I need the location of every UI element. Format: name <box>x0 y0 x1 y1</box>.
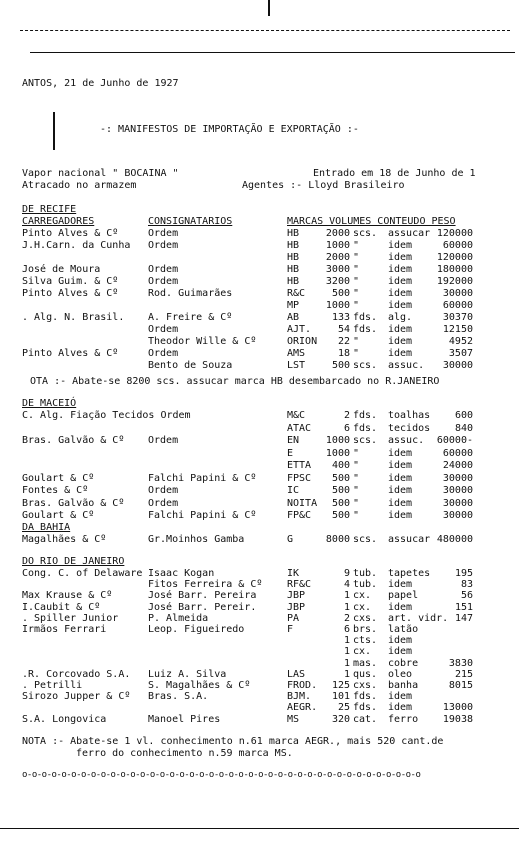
consignee-cell: Theodor Wille & Cº <box>148 336 257 347</box>
consignee-cell: Ordem <box>148 348 179 359</box>
consignee-cell: A. Freire & Cº <box>148 312 233 323</box>
top-punch-mark <box>268 0 270 16</box>
content-cell: idem <box>388 691 413 703</box>
volume-cell: 1 <box>343 601 350 613</box>
table-row <box>0 498 500 509</box>
table-row <box>0 680 500 691</box>
unit-cell: " <box>353 348 360 359</box>
table-row <box>0 602 500 613</box>
volume-cell: 6 <box>343 624 350 635</box>
volume-cell: 1 <box>343 657 350 669</box>
table-row <box>0 613 500 624</box>
content-cell: idem <box>388 252 413 263</box>
vessel-line: Vapor nacional " BOCAINA " <box>22 168 179 179</box>
shipper-cell: I.Caubit & Cº <box>22 601 101 613</box>
date-line: ANTOS, 21 de Junho de 1927 <box>22 78 179 89</box>
shipper-cell: Silva Guim. & Cº <box>22 276 119 287</box>
mark-cell: ATAC <box>287 422 312 434</box>
volume-cell: 133 <box>331 312 350 323</box>
mark-cell: IC <box>287 485 300 496</box>
shipper-cell: Goulart & Cº <box>22 510 95 521</box>
unit-cell: cat. <box>353 713 378 725</box>
shipper-cell: Pinto Alves & Cº <box>22 228 119 239</box>
table-row <box>0 485 500 496</box>
shipper-cell: Fontes & Cº <box>22 485 89 496</box>
section-heading-rio: DO RIO DE JANEIRO <box>22 556 125 567</box>
mark-cell: ORION <box>287 336 318 347</box>
table-row <box>0 324 500 335</box>
shipper-cell: Bras. Galvão & Cº <box>22 497 125 509</box>
rio-note-line-2: ferro do conhecimento n.59 marca MS. <box>76 748 293 759</box>
mark-cell: LAS <box>287 668 306 680</box>
mark-cell: RF&C <box>287 579 312 591</box>
consignee-cell: Ordem <box>148 240 179 251</box>
consignee-cell: Ordem <box>148 276 179 287</box>
weight-cell: 60000 <box>442 240 473 251</box>
consignee-cell: Ordem <box>148 228 179 239</box>
consignee-cell: Gr.Moinhos Gamba <box>148 534 245 545</box>
unit-cell: " <box>353 300 360 311</box>
table-row <box>0 568 500 579</box>
volume-cell: 400 <box>331 460 350 471</box>
table-row <box>0 300 500 311</box>
consignee-cell: José Barr. Pereir. <box>148 601 257 613</box>
unit-cell: qus. <box>353 668 378 680</box>
unit-cell: " <box>353 485 360 496</box>
mark-cell: JBP <box>287 601 306 613</box>
table-row <box>0 410 500 421</box>
shipper-cell: J.H.Carn. da Cunha <box>22 240 131 251</box>
volume-cell: 500 <box>331 360 350 371</box>
weight-cell: 480000 <box>436 534 473 545</box>
unit-cell: fds. <box>353 312 378 323</box>
unit-cell: mas. <box>353 657 378 669</box>
content-cell: idem <box>388 579 413 591</box>
content-cell: cobre <box>388 657 419 669</box>
content-cell: oleo <box>388 668 413 680</box>
agents-line: Agentes :- Lloyd Brasileiro <box>242 180 405 191</box>
consignee-cell: S. Magalhães & Cº <box>148 680 251 691</box>
volume-cell: 125 <box>331 680 350 691</box>
mark-cell: FPSC <box>287 472 312 484</box>
weight-cell: 30370 <box>442 312 473 323</box>
unit-cell: " <box>353 497 360 509</box>
content-cell: idem <box>388 336 413 347</box>
section-heading-bahia: DA BAHIA <box>22 522 71 533</box>
unit-cell: brs. <box>353 624 378 635</box>
content-cell: assucar <box>388 228 431 239</box>
shipper-cell: S.A. Longovica <box>22 713 107 725</box>
unit-cell: cx. <box>353 601 372 613</box>
weight-cell: 151 <box>454 601 473 613</box>
volume-cell: 320 <box>331 713 350 725</box>
column-header-consignees: CONSIGNATARIOS <box>148 216 233 227</box>
table-row <box>0 460 500 471</box>
consignee-cell: Bento de Souza <box>148 360 233 371</box>
volume-cell: 1 <box>343 590 350 602</box>
footer-dotted-rule: o-o-o-o-o-o-o-o-o-o-o-o-o-o-o-o-o-o-o-o-o-o-o-o-o-o-o-o-o-o-o-o-o-o-o-o-o-o-o-o-o <box>22 770 421 780</box>
table-row <box>0 669 500 680</box>
volume-cell: 3000 <box>325 264 350 275</box>
volume-cell: 500 <box>331 472 350 484</box>
weight-cell: 840 <box>454 422 473 434</box>
shipper-cell: . Alg. N. Brasil. <box>22 312 125 323</box>
weight-cell: 30000 <box>442 288 473 299</box>
content-cell: idem <box>388 635 413 647</box>
weight-cell: 180000 <box>436 264 473 275</box>
content-cell: tecidos <box>388 422 431 434</box>
content-cell: idem <box>388 601 413 613</box>
mark-cell: LST <box>287 360 306 371</box>
mark-cell: EN <box>287 435 300 446</box>
content-cell: idem <box>388 646 413 658</box>
shipper-cell: José de Moura <box>22 264 101 275</box>
table-row <box>0 336 500 347</box>
weight-cell: 60000 <box>442 447 473 459</box>
table-row <box>0 579 500 590</box>
mark-cell: FROD. <box>287 680 318 691</box>
content-cell: idem <box>388 348 413 359</box>
mark-cell: HB <box>287 276 300 287</box>
section-heading-maceio: DE MACEIÓ <box>22 398 77 409</box>
rio-note-line-1: NOTA :- Abate-se 1 vl. conhecimento n.61 marca AEGR., mais 520 cant.de <box>22 736 444 747</box>
unit-cell: " <box>353 252 360 263</box>
weight-cell: 30000 <box>442 485 473 496</box>
volume-cell: 2000 <box>325 252 350 263</box>
volume-cell: 18 <box>337 348 350 359</box>
shipper-cell: Pinto Alves & Cº <box>22 288 119 299</box>
table-row <box>0 646 500 657</box>
weight-cell: 120000 <box>436 252 473 263</box>
weight-cell: 60000 <box>442 300 473 311</box>
document-title: -: MANIFESTOS DE IMPORTAÇÃO E EXPORTAÇÃO :- <box>100 124 359 135</box>
mark-cell: PA <box>287 612 300 624</box>
shipper-cell: Magalhães & Cº <box>22 534 107 545</box>
unit-cell: " <box>353 472 360 484</box>
content-cell: idem <box>388 447 413 459</box>
table-row <box>0 590 500 601</box>
consignee-cell: Isaac Kogan <box>148 568 215 579</box>
content-cell: art. vidr. <box>388 612 449 624</box>
volume-cell: 500 <box>331 288 350 299</box>
mark-cell: HB <box>287 240 300 251</box>
mark-cell: AEGR. <box>287 702 318 714</box>
weight-cell: 30000 <box>442 360 473 371</box>
content-cell: alg. <box>388 312 413 323</box>
docked-line: Atracado no armazem <box>22 180 137 191</box>
volume-cell: 4 <box>343 579 350 591</box>
volume-cell: 9 <box>343 568 350 579</box>
consignee-cell: Leop. Figueiredo <box>148 624 245 635</box>
volume-cell: 2 <box>343 612 350 624</box>
volume-cell: 101 <box>331 691 350 703</box>
unit-cell: " <box>353 288 360 299</box>
mark-cell: HB <box>287 264 300 275</box>
bottom-rule <box>0 828 519 829</box>
mark-cell: E <box>287 447 294 459</box>
volume-cell: 1000 <box>325 435 350 446</box>
mark-cell: MS <box>287 713 300 725</box>
content-cell: idem <box>388 497 413 509</box>
unit-cell: cx. <box>353 590 372 602</box>
volume-cell: 6 <box>343 422 350 434</box>
consignee-cell: Manoel Pires <box>148 713 221 725</box>
weight-cell: 13000 <box>442 702 473 714</box>
content-cell: idem <box>388 702 413 714</box>
content-cell: assucar <box>388 534 431 545</box>
mark-cell: FP&C <box>287 510 312 521</box>
consignee-cell: Ordem <box>148 485 179 496</box>
volume-cell: 500 <box>331 510 350 521</box>
table-row <box>0 423 500 434</box>
weight-cell: 192000 <box>436 276 473 287</box>
volume-cell: 500 <box>331 485 350 496</box>
table-row <box>0 635 500 646</box>
table-row <box>0 348 500 359</box>
table-row <box>0 264 500 275</box>
table-row <box>0 714 500 725</box>
content-cell: assuc. <box>388 360 425 371</box>
unit-cell: cxs. <box>353 612 378 624</box>
weight-cell: 56 <box>460 590 473 602</box>
volume-cell: 3200 <box>325 276 350 287</box>
unit-cell: fds. <box>353 691 378 703</box>
mark-cell: NOITA <box>287 497 318 509</box>
shipper-cell: Cong. C. of Delaware <box>22 568 143 579</box>
unit-cell: cxs. <box>353 680 378 691</box>
weight-cell: 195 <box>454 568 473 579</box>
table-row <box>0 240 500 251</box>
weight-cell: 8015 <box>448 680 473 691</box>
table-row <box>0 658 500 669</box>
unit-cell: scs. <box>353 360 378 371</box>
volume-cell: 1000 <box>325 300 350 311</box>
table-row <box>0 624 500 635</box>
unit-cell: " <box>353 447 360 459</box>
content-cell: idem <box>388 276 413 287</box>
table-row <box>0 288 500 299</box>
mark-cell: G <box>287 534 294 545</box>
content-cell: assuc. <box>388 435 425 446</box>
content-cell: tapetes <box>388 568 431 579</box>
volume-cell: 2000 <box>325 228 350 239</box>
table-row <box>0 510 500 521</box>
column-header-marks: MARCAS VOLUMES CONTEUDO PESO <box>287 216 456 227</box>
unit-cell: fds. <box>353 422 378 434</box>
mark-cell: R&C <box>287 288 306 299</box>
weight-cell: 83 <box>460 579 473 591</box>
content-cell: idem <box>388 240 413 251</box>
shipper-cell: Sirozo Jupper & Cº <box>22 691 131 703</box>
consignee-cell: Falchi Papini & Cº <box>148 472 257 484</box>
content-cell: idem <box>388 460 413 471</box>
content-cell: idem <box>388 264 413 275</box>
content-cell: idem <box>388 485 413 496</box>
unit-cell: " <box>353 460 360 471</box>
mark-cell: IK <box>287 568 300 579</box>
weight-cell: 147 <box>454 612 473 624</box>
table-row <box>0 448 500 459</box>
unit-cell: " <box>353 264 360 275</box>
volume-cell: 8000 <box>325 534 350 545</box>
table-row <box>0 252 500 263</box>
column-header-shippers: CARREGADORES <box>22 216 95 227</box>
volume-cell: 22 <box>337 336 350 347</box>
shipper-cell: Goulart & Cº <box>22 472 95 484</box>
content-cell: idem <box>388 288 413 299</box>
shipper-cell: Irmãos Ferrari <box>22 624 107 635</box>
content-cell: papel <box>388 590 419 602</box>
unit-cell: scs. <box>353 228 378 239</box>
mark-cell: F <box>287 624 294 635</box>
volume-cell: 1 <box>343 635 350 647</box>
consignee-cell: Fitos Ferreira & Cº <box>148 579 263 591</box>
table-row <box>0 312 500 323</box>
weight-cell: 30000 <box>442 472 473 484</box>
unit-cell: " <box>353 240 360 251</box>
table-row <box>0 276 500 287</box>
consignee-cell: Bras. S.A. <box>148 691 209 703</box>
entry-line: Entrado em 18 de Junho de 1 <box>313 168 476 179</box>
shipper-cell: Bras. Galvão & Cº <box>22 435 125 446</box>
consignee-cell: Ordem <box>148 324 179 335</box>
content-cell: idem <box>388 472 413 484</box>
volume-cell: 1 <box>343 646 350 658</box>
volume-cell: 54 <box>337 324 350 335</box>
shipper-cell: . Petrilli <box>22 680 83 691</box>
content-cell: toalhas <box>388 410 431 421</box>
mark-cell: MP <box>287 300 300 311</box>
mark-cell: ETTA <box>287 460 312 471</box>
weight-cell: 4952 <box>448 336 473 347</box>
table-row <box>0 435 500 446</box>
consignee-cell: José Barr. Pereira <box>148 590 257 602</box>
table-row <box>0 534 500 545</box>
mark-cell: AJT. <box>287 324 312 335</box>
top-dashed-rule <box>20 30 510 31</box>
unit-cell: cx. <box>353 646 372 658</box>
weight-cell: 3507 <box>448 348 473 359</box>
consignee-cell: Ordem <box>148 497 179 509</box>
unit-cell: scs. <box>353 534 378 545</box>
weight-cell: 215 <box>454 668 473 680</box>
weight-cell: 60000- <box>436 435 473 446</box>
mark-cell: HB <box>287 252 300 263</box>
unit-cell: fds. <box>353 324 378 335</box>
shipper-cell: .R. Corcovado S.A. <box>22 668 131 680</box>
unit-cell: " <box>353 336 360 347</box>
recife-note: OTA :- Abate-se 8200 scs. assucar marca HB desembarcado no R.JANEIRO <box>30 376 440 387</box>
content-cell: idem <box>388 510 413 521</box>
weight-cell: 30000 <box>442 510 473 521</box>
shipper-cell: C. Alg. Fiação Tecidos Ordem <box>22 410 191 421</box>
weight-cell: 30000 <box>442 497 473 509</box>
volume-cell: 1000 <box>325 240 350 251</box>
weight-cell: 19038 <box>442 713 473 725</box>
content-cell: latão <box>388 624 419 635</box>
consignee-cell: P. Almeida <box>148 612 209 624</box>
unit-cell: scs. <box>353 435 378 446</box>
shipper-cell: . Spiller Junior <box>22 612 119 624</box>
unit-cell: tub. <box>353 579 378 591</box>
volume-cell: 1000 <box>325 447 350 459</box>
mark-cell: HB <box>287 228 300 239</box>
content-cell: idem <box>388 300 413 311</box>
unit-cell: " <box>353 276 360 287</box>
table-row <box>0 691 500 702</box>
mark-cell: M&C <box>287 410 306 421</box>
unit-cell: fds. <box>353 702 378 714</box>
unit-cell: tub. <box>353 568 378 579</box>
top-rule <box>30 52 515 53</box>
content-cell: ferro <box>388 713 419 725</box>
table-row <box>0 228 500 239</box>
mark-cell: JBP <box>287 590 306 602</box>
volume-cell: 25 <box>337 702 350 714</box>
volume-cell: 500 <box>331 497 350 509</box>
weight-cell: 12150 <box>442 324 473 335</box>
unit-cell: " <box>353 510 360 521</box>
content-cell: banha <box>388 680 419 691</box>
unit-cell: cts. <box>353 635 378 647</box>
volume-cell: 2 <box>343 410 350 421</box>
consignee-cell: Ordem <box>148 264 179 275</box>
consignee-cell: Luiz A. Silva <box>148 668 227 680</box>
mark-cell: AMS <box>287 348 306 359</box>
table-row <box>0 360 500 371</box>
shipper-cell: Max Krause & Cº <box>22 590 113 602</box>
mark-cell: AB <box>287 312 300 323</box>
content-cell: idem <box>388 324 413 335</box>
volume-cell: 1 <box>343 668 350 680</box>
table-row <box>0 702 500 713</box>
mark-cell: BJM. <box>287 691 312 703</box>
weight-cell: 24000 <box>442 460 473 471</box>
table-row <box>0 473 500 484</box>
weight-cell: 3830 <box>448 657 473 669</box>
weight-cell: 600 <box>454 410 473 421</box>
consignee-cell: Falchi Papini & Cº <box>148 510 257 521</box>
section-heading-recife: DE RECIFE <box>22 204 77 215</box>
weight-cell: 120000 <box>436 228 473 239</box>
left-punch-mark <box>53 112 55 150</box>
consignee-cell: Ordem <box>148 435 179 446</box>
unit-cell: fds. <box>353 410 378 421</box>
consignee-cell: Rod. Guimarães <box>148 288 233 299</box>
shipper-cell: Pinto Alves & Cº <box>22 348 119 359</box>
